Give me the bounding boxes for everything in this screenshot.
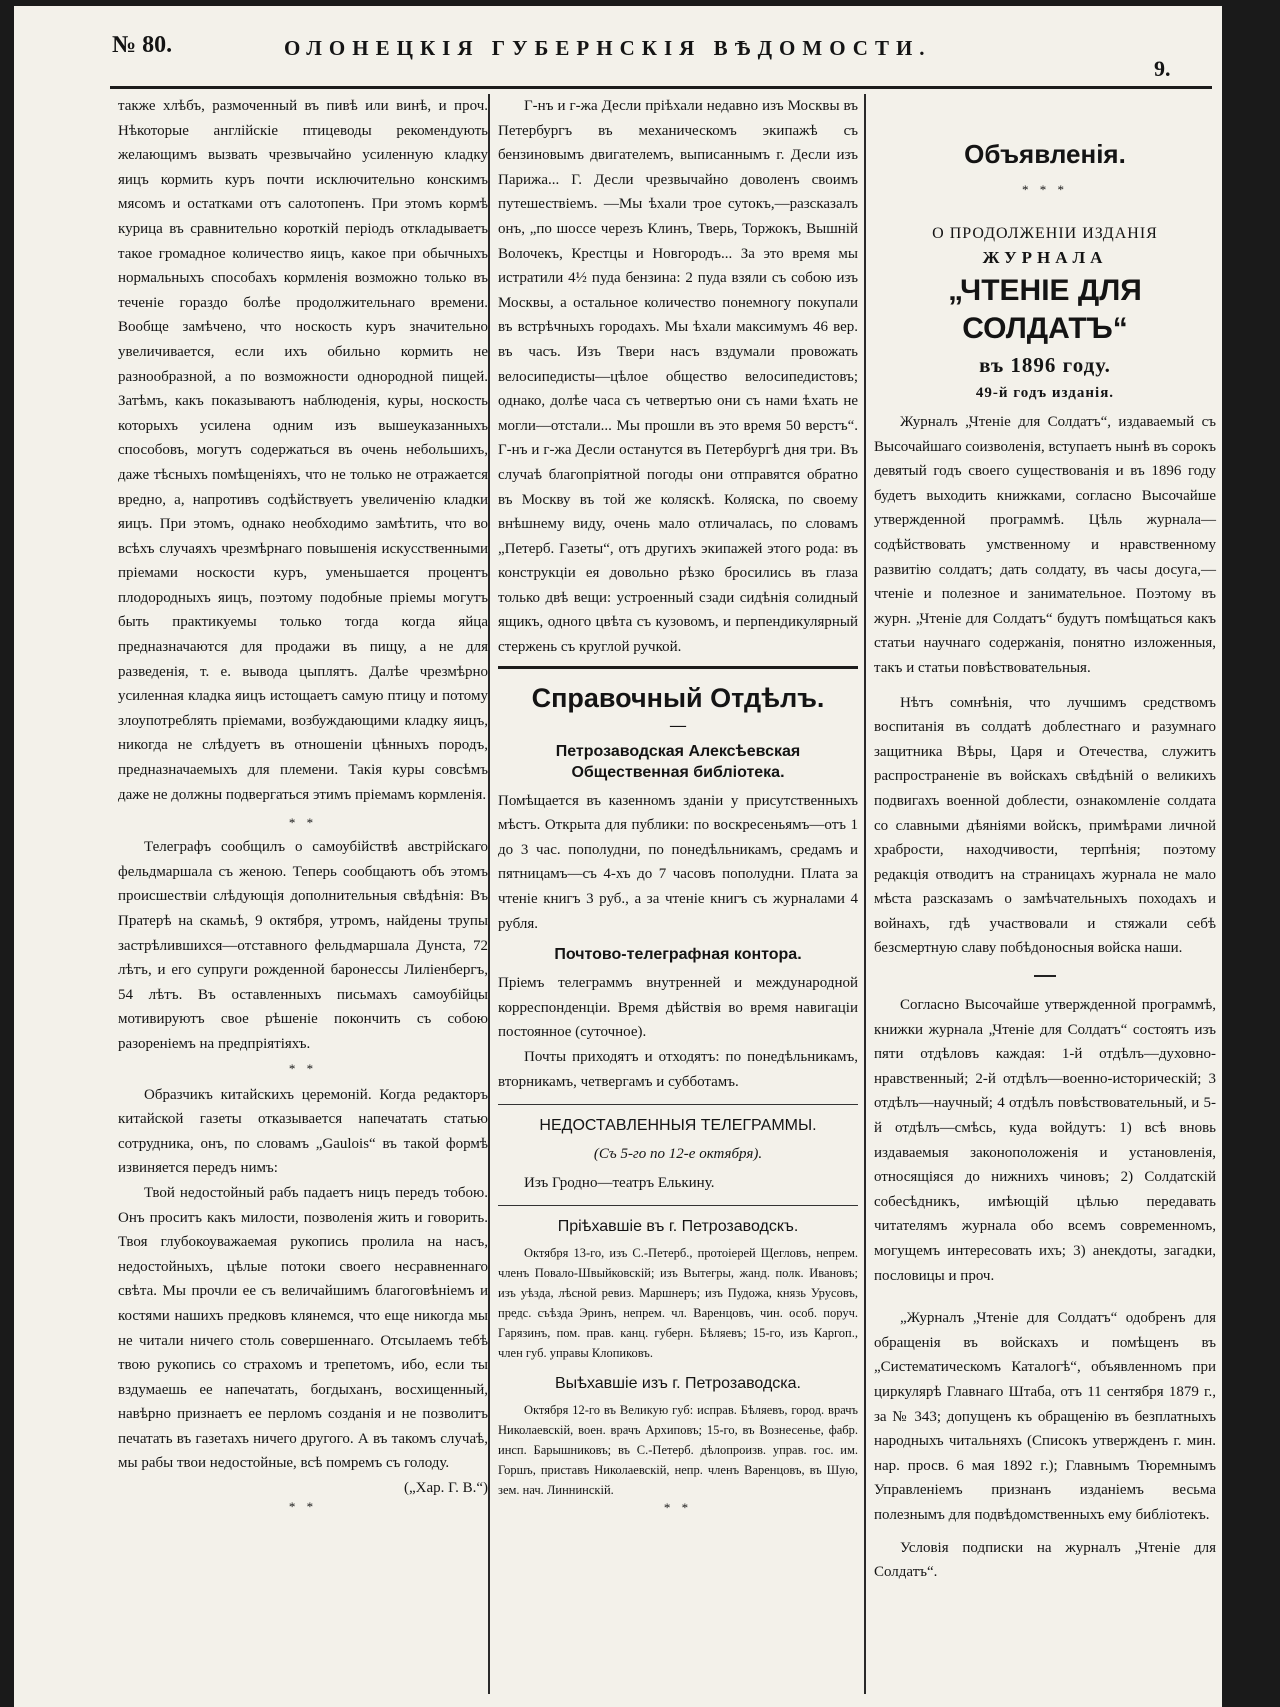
ad-journal-name: „ЧТЕНІЕ ДЛЯ СОЛДАТЪ“ (948, 274, 1142, 345)
library-text: Помѣщается въ казенномъ зданіи у присутственныхъ мѣстъ. Открыта для публики: по воскресеньямъ—отъ 1 до 3 час. пополудни, по понедѣльникамъ, средамъ и пятницамъ—съ 4-хъ до 7 часовъ пополудни. Плата за чтеніе книгъ 3 руб., а за чтеніе книгъ съ журналами 4 рубля. (498, 792, 858, 932)
telegrams-dates: (Съ 5-го по 12-е октября). (593, 1146, 763, 1163)
ad-paragraph-4: „Журналъ „Чтеніе для Солдатъ“ одобренъ для обращенія въ войскахъ и помѣщенъ въ „Систематическомъ Каталогѣ“, объявленномъ при циркулярѣ Главнаго Штаба, отъ 11 сентября 1879 г., за № 343; допущенъ къ обращенію въ безплатныхъ народныхъ читальняхъ (Списокъ утвержденъ г. мин. нар. просв. 6 мая 1892 г.); Главнымъ Тюремнымъ Управленіемъ признанъ изданіемъ весьма полезнымъ для подвѣдомственныхъ ему библіотекъ. (874, 1310, 1216, 1523)
ad-edition-year: 49-й годъ изданія. (975, 385, 1115, 401)
column-right (874, 94, 1216, 1585)
article-chinese-text: Твой недостойный рабъ падаетъ ницъ передъ тобою. Онъ проситъ какъ милости, позволенія жить и говорить. Твоя глубокоуважаемая рукопись пролила на насъ, недостойныхъ, цѣлые потоки своего несравненнаго свѣта. Мы прочли ее съ величайшимъ благоговѣніемъ и костями нашихъ предковъ клянемся, что еще никогда мы не читали ничего столь совершеннаго. Отсылаемъ тебѣ твою рукопись со страхомъ и трепетомъ, ибо, если ты вздумаешь ее напечатать, богдыханъ, восхищенный, навѣрно признаетъ ее перломъ созданія и не позволитъ печатать въ газетахъ ничего другого. А въ такомъ случаѣ, мы рабы твои недостойные, всѣ помремъ съ голоду. (118, 1184, 488, 1472)
post-office-title: Почтово-телеграфная контора. (554, 946, 802, 964)
article-desli-text: Г-нъ и г-жа Десли пріѣхали недавно изъ Москвы въ Петербургъ въ механическомъ экипажѣ съ бензиновымъ двигателемъ, выписаннымъ г. Десли изъ Парижа... Г. Десли чрезвычайно доволенъ своимъ путешествіемъ. —Мы ѣхали трое сутокъ,—разсказалъ онъ, „по шоссе черезъ Клинъ, Тверь, Торжокъ, Вышній Волочекъ, Крестцы и Новгородъ... За это время мы истратили 4½ пуда бензина: 2 пуда взяли съ собою изъ Москвы, а остальное количество понемногу покупали въ встрѣчныхъ городахъ. Мы ѣхали максимумъ 46 вер. въ часъ. Изъ Твери насъ вздумали провожать велосипедисты—цѣлое общество велосипедистовъ; однако, долѣе часа съ четвертью они съ нами ѣхать не могли—отстали... Мы прошли въ это время 50 верстъ“. Г-нъ и г-жа Десли останутся въ Петербургѣ дня три. Въ случаѣ благопріятной погоды они отправятся обратно въ Москву въ той же коляскѣ. Коляска, по своему внѣшнему виду, очень мало отличалась, по словамъ „Петерб. Газеты“, отъ другихъ экипажей этого рода: въ конструкціи ея довольно рѣзко бросились въ глаза только двѣ вещи: устроенный сзади сидѣнія солидный ящикъ, одного цвѣта съ кузовомъ, и перпендикулярный стержень съ круглой ручкой. (498, 98, 858, 656)
newspaper-page (14, 6, 1222, 1707)
separator-stars: * * (288, 1060, 318, 1076)
page-number: 9. (1154, 56, 1171, 81)
ad-paragraph-3: Согласно Высочайше утвержденной программѣ, книжки журнала „Чтеніе для Солдатъ“ состоятъ изъ пяти отдѣловъ каждая: 1-й отдѣлъ—духовно-нравственный; 2-й отдѣлъ—военно-историческій; 3 отдѣлъ—научный; 4 отдѣлъ повѣствовательный, и 5-й отдѣлъ—смѣсь, куда войдутъ: 1) всѣ вновь издаваемыя законоположенія и установленія, относящіяся до нижнихъ чиновъ; 2) Солдатскій собесѣдникъ, имѣющій цѣлью передавать читателямъ журнала обо всемъ современномъ, могущемъ интересовать ихъ; 3) анекдоты, загадки, пословицы и проч. (874, 997, 1216, 1284)
separator-stars: * * (663, 1500, 693, 1516)
telegrams-title: НЕДОСТАВЛЕННЫЯ ТЕЛЕГРАММЫ. (539, 1117, 817, 1135)
post-office-text: Пріемъ телеграммъ внутренней и международной корреспонденціи. Время дѣйствія во время навигаціи постоянное (суточное). (498, 975, 858, 1041)
separator-stars: * * (288, 815, 318, 831)
article-chinese-intro: Образчикъ китайскихъ церемоній. Когда редакторъ китайской газеты отказывается напечатать статью сотрудника, онъ, по словамъ „Gaulois“ въ такой формѣ извиняется передъ нимъ: (118, 1086, 488, 1177)
column-divider (864, 94, 866, 1694)
header-rule (110, 86, 1212, 89)
article-source: („Хар. Г. В.“) (403, 1480, 488, 1497)
column-left (118, 94, 488, 1513)
library-title: Петрозаводская Алексѣевская Общественная библіотека. (555, 742, 801, 781)
announcements-title: Объявленія. (964, 139, 1126, 169)
section-dash: — (670, 716, 686, 734)
post-office-schedule: Почты приходятъ и отходятъ: по понедѣльникамъ, вторникамъ, четвергамъ и субботамъ. (498, 1049, 858, 1090)
issue-number: № 80. (112, 32, 173, 58)
section-rule (498, 666, 858, 669)
column-middle (498, 94, 858, 1514)
section-rule (498, 1205, 858, 1206)
ad-journal-word: ЖУРНАЛА (982, 248, 1108, 267)
telegrams-text: Изъ Гродно—театръ Елькину. (524, 1174, 715, 1191)
newspaper-title: ОЛОНЕЦКІЯ ГУБЕРНСКІЯ ВѢДОМОСТИ. (284, 36, 932, 60)
arrivals-title: Пріѣхавшіе въ г. Петрозаводскъ. (557, 1218, 799, 1236)
section-rule (498, 1104, 858, 1105)
separator-stars: * * * (1022, 182, 1068, 197)
column-divider (488, 94, 490, 1694)
article-poultry-text: также хлѣбъ, размоченный въ пивѣ или винѣ, и проч. Нѣкоторые англійскіе птицеводы рекомендують желающимъ вызвать чрезвычайно усиленную кладку яицъ кормить куръ почти исключительно конскимъ мясомъ и остатками отъ салотопенъ. При этомъ кормѣ курица въ сравнительно короткій періодъ откладываетъ такое громадное количество яицъ, какое при обычныхъ нормальныхъ способахъ кормленія возможно только въ теченіе гораздо болѣе продолжительнаго времени. Вообще замѣчено, что носкость куръ значительно увеличивается, если ихъ обильно кормить не разнообразной, а по возможности однородной пищей. Затѣмъ, какъ показываютъ наблюденія, куры, носкость которыхъ усилена одним изъ вышеуказанныхъ способовъ, могутъ содержаться въ очень небольшихъ, даже тѣсныхъ помѣщеніяхъ, что не только не отражается вредно, а, напротивъ содѣйствуетъ увеличенію кладки яицъ. При этомъ, однако необходимо замѣтить, что во всѣхъ случаяхъ чрезмѣрнаго повышенія искусственными пріемами носкости куръ, уменьшается процентъ плодородныхъ яицъ, поэтому подобные пріемы могутъ быть практикуемы только тогда когда яйца предназначаются для продажи въ пищу, а не для разведенія, т. е. вывода цыплятъ. Далѣе чрезмѣрно усиленная кладка яицъ истощаетъ самую птицу и потому злоупотреблять пріемами, возбуждающими кладку яицъ, никогда не слѣдуетъ въ отношеніи цѣнныхъ породъ, предназначаемыхъ для племени. Такія куры совсѣмъ даже не должны подвергаться этимъ пріемамъ кормленія. (118, 98, 488, 803)
reference-section-title: Справочный Отдѣлъ. (531, 682, 825, 713)
ad-headline: О ПРОДОЛЖЕНІИ ИЗДАНІЯ (932, 225, 1158, 242)
ad-paragraph-1: Журналъ „Чтеніе для Солдатъ“, издаваемый съ Высочайшаго соизволенія, вступаетъ нынѣ въ сорокъ девятый годъ своего существованія и въ 1896 году будетъ выходить книжками, согласно Высочайше утвержденной программѣ. Цѣль журнала—содѣйствовать умственному и нравственному развитію солдатъ; дать солдату, въ часы досуга,—чтеніе и полезное и занимательное. Поэтому въ журн. „Чтеніе для Солдатъ“ будутъ помѣщаться какъ статьи научнаго содержанія, понятно изложенныя, такъ и статьи повѣствовательныя. (874, 414, 1216, 676)
article-suicide-text: Телеграфъ сообщилъ о самоубійствѣ австрійскаго фельдмаршала съ женою. Теперь сообщаютъ объ этомъ происшествіи слѣдующія дополнительныя свѣдѣнія: Въ Пратерѣ на скамьѣ, 9 октября, утромъ, найдены трупы застрѣлившихся—отставного фельдмаршала Дунста, 72 лѣтъ, и его супруги рожденной баронессы Лиліенбергъ, 54 лѣтъ. Въ оставленныхъ письмахъ самоубійцы мотивируютъ свое рѣшеніе покончить съ собою разореніемъ на предпріятіяхъ. (118, 839, 488, 1052)
separator-stars: * * (288, 1498, 318, 1514)
departures-title: Выѣхавшіе изъ г. Петрозаводска. (554, 1375, 801, 1393)
arrivals-text: Октября 13-го, изъ С.-Петерб., протоіерей Щегловъ, непрем. членъ Повало-Швыйковскій; изъ Вытегры, жанд. полк. Ивановъ; изъ уѣзда, лѣсной ревиз. Маршнеръ; изъ Пудожа, князь Урусовъ, предс. съѣзда Эринъ, непрем. чл. Варенцовъ, чин. особ. поруч. Гарязинъ, пом. прав. канц. губерн. Бѣляевъ; 15-го, изъ Каргоп., член губ. управы Клопиковъ. (498, 1246, 858, 1361)
ad-subscription-terms: Условія подписки на журналъ „Чтеніе для Солдатъ“. (874, 1539, 1216, 1581)
ad-year: въ 1896 году. (979, 353, 1111, 377)
ad-divider (1034, 975, 1056, 977)
ad-paragraph-2: Нѣтъ сомнѣнія, что лучшимъ средствомъ воспитанія въ солдатѣ доблестнаго и разумнаго защитника Вѣры, Царя и Отечества, служитъ распространеніе въ войскахъ свѣдѣній о великихъ подвигахъ военной доблести, ознакомленіе солдата со славными дѣяніями войскъ, примѣрами личной храбрости, находчивости, терпѣнія; поэтому редакція отводитъ на страницахъ журнала не мало мѣста разсказамъ о замѣчательныхъ походахъ и войнахъ, гдѣ участвовали и стяжали себѣ безсмертную славу побѣдоносныя войска наши. (874, 694, 1216, 957)
departures-text: Октября 12-го въ Великую губ: исправ. Бѣляевъ, город. врачъ Николаевскій, воен. врачъ Архиповъ; 15-го, въ Вознесенье, фабр. инсп. Барышниковъ; въ С.-Петерб. дѣлопроизв. управ. гос. им. Горшъ, приставъ Николаевскій, непр. членъ Варенцовъ, въ Шую, зем. нач. Линнинскій. (498, 1403, 858, 1498)
